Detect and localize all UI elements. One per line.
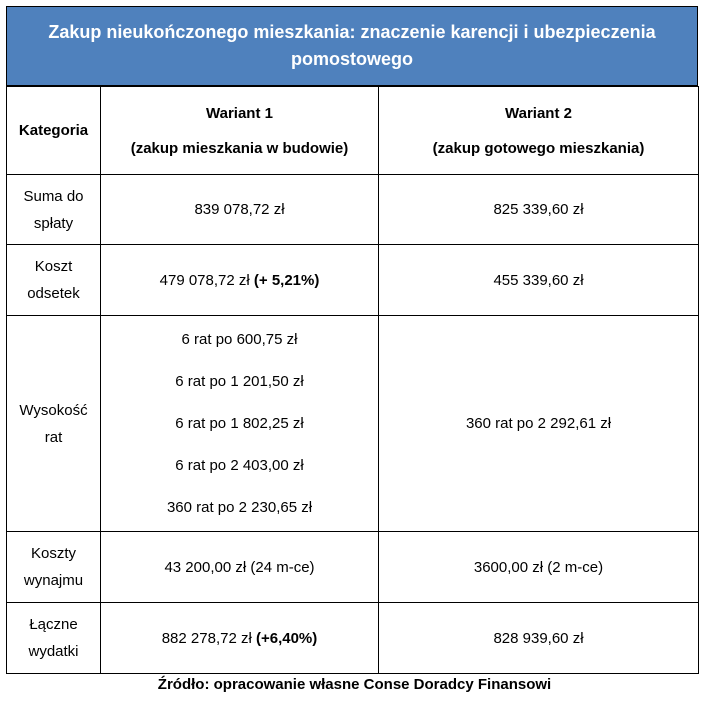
raty-variant-1 <box>101 316 379 532</box>
koszt-variant-1-value: 479 078,72 zł <box>159 271 250 289</box>
variant-2-name: Wariant 2 <box>505 104 572 122</box>
comparison-table <box>6 86 699 674</box>
rate-line: 6 rat po 2 403,00 zł <box>175 456 304 474</box>
table-row <box>7 532 699 603</box>
header-row <box>7 87 699 175</box>
header-category: Kategoria <box>7 87 101 175</box>
row-label-wynajem: Koszty wynajmu <box>7 532 101 603</box>
table-row <box>7 316 699 532</box>
wynajem-variant-2: 3600,00 zł (2 m-ce) <box>379 532 699 603</box>
wydatki-variant-1-diff: (+6,40%) <box>255 629 318 647</box>
row-label-wydatki: Łączne wydatki <box>7 603 101 674</box>
wydatki-variant-1-value: 882 278,72 zł <box>161 629 252 647</box>
variant-1-description: (zakup mieszkania w budowie) <box>130 139 349 157</box>
suma-variant-1: 839 078,72 zł <box>101 175 379 245</box>
raty-variant-2: 360 rat po 2 292,61 zł <box>379 316 699 532</box>
table-title: Zakup nieukończonego mieszkania: znaczenie karencji i ubezpieczenia pomostowego <box>6 6 698 86</box>
wydatki-variant-2: 828 939,60 zł <box>379 603 699 674</box>
source-note: Źródło: opracowanie własne Conse Doradcy Finansowi <box>157 676 552 693</box>
header-variant-2 <box>379 87 699 175</box>
comparison-table-frame <box>6 6 698 674</box>
row-label-raty: Wysokość rat <box>7 316 101 532</box>
row-label-suma: Suma do spłaty <box>7 175 101 245</box>
table-row <box>7 603 699 674</box>
variant-2-description: (zakup gotowego mieszkania) <box>432 139 645 157</box>
header-variant-1 <box>101 87 379 175</box>
koszt-variant-1-diff: (+ 5,21%) <box>253 271 320 289</box>
koszt-variant-2: 455 339,60 zł <box>379 245 699 316</box>
suma-variant-2: 825 339,60 zł <box>379 175 699 245</box>
variant-1-name: Wariant 1 <box>206 104 273 122</box>
koszt-variant-1 <box>101 245 379 316</box>
rate-line: 6 rat po 1 201,50 zł <box>175 372 304 390</box>
wynajem-variant-1: 43 200,00 zł (24 m-ce) <box>101 532 379 603</box>
rate-line: 6 rat po 1 802,25 zł <box>175 414 304 432</box>
rate-line: 360 rat po 2 230,65 zł <box>166 498 313 516</box>
wydatki-variant-1 <box>101 603 379 674</box>
table-row <box>7 245 699 316</box>
rate-line: 6 rat po 600,75 zł <box>181 330 298 348</box>
table-row <box>7 175 699 245</box>
row-label-koszt: Koszt odsetek <box>7 245 101 316</box>
